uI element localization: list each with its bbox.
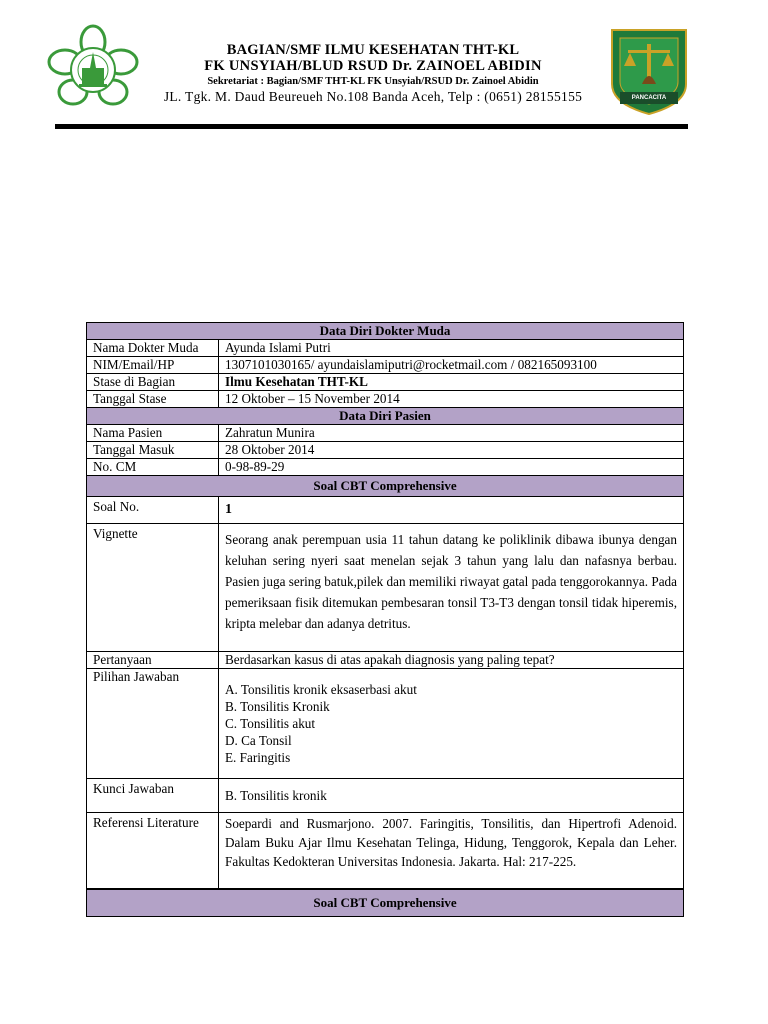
section-title: Soal CBT Comprehensive xyxy=(87,476,684,497)
secretariat-line: Sekretariat : Bagian/SMF THT-KL FK Unsyiah/RSUD Dr. Zainoel Abidin xyxy=(207,76,539,87)
section-header-patient xyxy=(87,408,684,425)
doctor-nim-email-phone: 1307101030165/ ayundaislamiputri@rocketmail.com / 082165093100 xyxy=(219,357,684,374)
choice-option: C. Tonsilitis akut xyxy=(225,716,316,731)
field-label: Referensi Literature xyxy=(87,813,219,889)
aceh-coat-of-arms-text: PANCACITA xyxy=(631,95,667,101)
choice-option: E. Faringitis xyxy=(225,750,291,765)
table-row xyxy=(87,442,684,459)
department-title: BAGIAN/SMF ILMU KESEHATAN THT-KL xyxy=(226,42,520,58)
institution-title: FK UNSYIAH/BLUD RSUD Dr. ZAINOEL ABIDIN xyxy=(204,58,542,74)
letterhead-text xyxy=(138,42,608,105)
stase-value: Ilmu Kesehatan THT-KL xyxy=(219,374,684,391)
patient-name: Zahratun Munira xyxy=(219,425,684,442)
medical-record-number: 0-98-89-29 xyxy=(219,459,684,476)
choice-option: B. Tonsilitis Kronik xyxy=(225,699,330,714)
table-row xyxy=(87,497,684,524)
answer-choices xyxy=(219,669,684,779)
table-row xyxy=(87,459,684,476)
field-label: Tanggal Masuk xyxy=(87,442,219,459)
header-rule xyxy=(55,124,688,129)
table-row xyxy=(87,340,684,357)
question-number: 1 xyxy=(219,497,684,524)
section-title: Soal CBT Comprehensive xyxy=(87,889,684,917)
section-header-cbt-next xyxy=(87,889,684,917)
letterhead xyxy=(0,0,768,130)
table-row xyxy=(87,813,684,889)
field-label: Nama Dokter Muda xyxy=(87,340,219,357)
stase-dates: 12 Oktober – 15 November 2014 xyxy=(219,391,684,408)
field-label: Tanggal Stase xyxy=(87,391,219,408)
vignette-text: Seorang anak perempuan usia 11 tahun datang ke poliklinik dibawa ibunya dengan keluhan sering nyeri saat menelan sejak 3 tahun yang lalu dan nafasnya berbau. Pasien juga sering batuk,pilek dan memiliki riwayat gatal pada tenggorokannya. Pada pemeriksaan fisik ditemukan pembesaran tonsil T3-T3 dengan tonsil tidak hiperemis, kripta melebar dan adanya detritus. xyxy=(219,524,684,652)
table-row xyxy=(87,669,684,779)
aceh-coat-of-arms xyxy=(606,24,692,116)
field-label: Stase di Bagian xyxy=(87,374,219,391)
table-row xyxy=(87,374,684,391)
table-row xyxy=(87,425,684,442)
admission-date: 28 Oktober 2014 xyxy=(219,442,684,459)
unsyiah-logo xyxy=(45,22,141,112)
table-row xyxy=(87,391,684,408)
field-label: Vignette xyxy=(87,524,219,652)
field-label: NIM/Email/HP xyxy=(87,357,219,374)
choice-option: A. Tonsilitis kronik eksaserbasi akut xyxy=(225,682,417,697)
table-row xyxy=(87,524,684,652)
table-row xyxy=(87,357,684,374)
section-header-cbt xyxy=(87,476,684,497)
table-row xyxy=(87,779,684,813)
choice-option: D. Ca Tonsil xyxy=(225,733,292,748)
answer-key: B. Tonsilitis kronik xyxy=(219,779,684,813)
section-header-doctor xyxy=(87,323,684,340)
table-row xyxy=(87,652,684,669)
field-label: Kunci Jawaban xyxy=(87,779,219,813)
doctor-name: Ayunda Islami Putri xyxy=(219,340,684,357)
reference-text: Soepardi and Rusmarjono. 2007. Faringitis, Tonsilitis, dan Hipertrofi Adenoid. Dalam Buku Ajar Ilmu Kesehatan Telinga, Hidung, Tenggorok, Kepala dan Leher. Fakultas Kedokteran Universitas Indonesia. Jakarta. Hal: 217-225. xyxy=(219,813,684,889)
question-text: Berdasarkan kasus di atas apakah diagnosis yang paling tepat? xyxy=(219,652,684,669)
address-line: JL. Tgk. M. Daud Beureueh No.108 Banda Aceh, Telp : (0651) 28155155 xyxy=(163,89,583,104)
field-label: Pertanyaan xyxy=(87,652,219,669)
field-label: Nama Pasien xyxy=(87,425,219,442)
cbt-form-table xyxy=(86,322,684,917)
field-label: Pilihan Jawaban xyxy=(87,669,219,779)
section-title: Data Diri Pasien xyxy=(87,408,684,425)
section-title: Data Diri Dokter Muda xyxy=(87,323,684,340)
field-label: No. CM xyxy=(87,459,219,476)
field-label: Soal No. xyxy=(87,497,219,524)
